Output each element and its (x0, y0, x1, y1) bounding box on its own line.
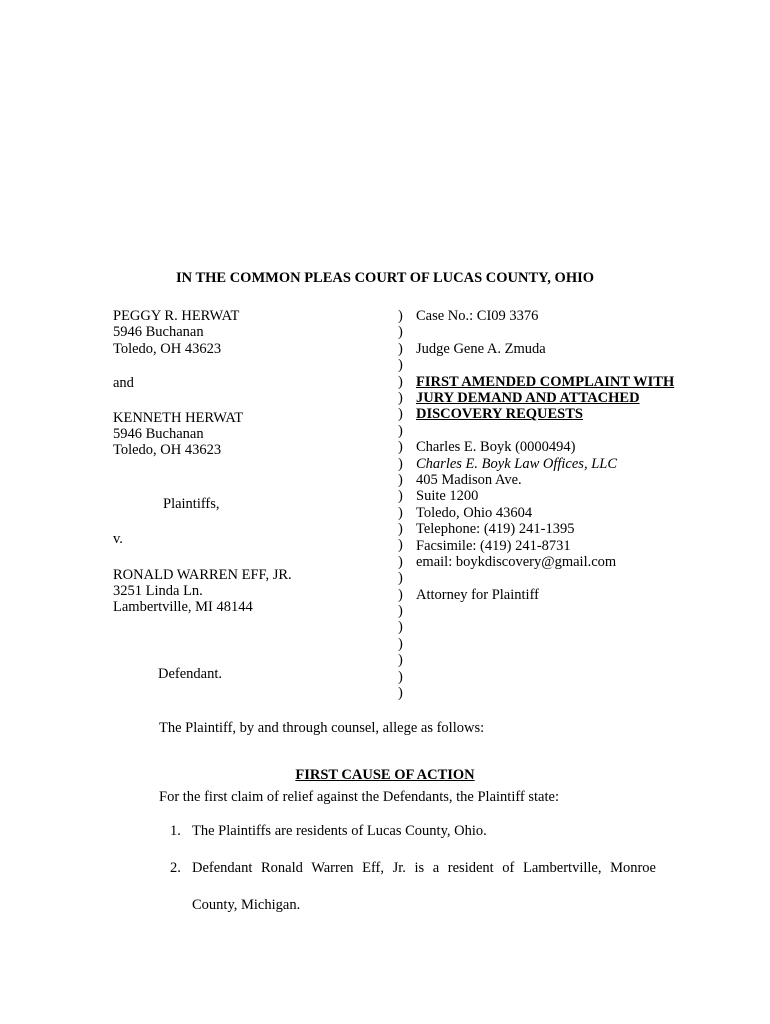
caption-paren: ) (398, 308, 403, 324)
attorney-telephone: Telephone: (419) 241-1395 (416, 521, 575, 538)
defendant-street: 3251 Linda Ln. (113, 583, 203, 600)
caption-paren: ) (398, 553, 403, 570)
caption-paren: ) (398, 406, 403, 423)
attorney-email: email: boykdiscovery@gmail.com (416, 554, 617, 571)
attorney-suite: Suite 1200 (416, 488, 479, 505)
caption-divider (398, 308, 410, 701)
plaintiff1-street: 5946 Buchanan (113, 324, 204, 341)
list-item-number: 1. (170, 823, 181, 839)
case-info (416, 308, 716, 603)
caption-paren: ) (398, 537, 403, 554)
defendant-label: Defendant. (158, 665, 223, 682)
list-item (170, 860, 660, 876)
complaint-title-line2: JURY DEMAND AND ATTACHED (416, 390, 640, 406)
caption-paren: ) (398, 570, 403, 587)
caption-paren: ) (398, 488, 403, 505)
attorney-name: Charles E. Boyk (0000494) (416, 439, 576, 456)
attorney-city: Toledo, Ohio 43604 (416, 504, 533, 521)
complaint-title-line3: DISCOVERY REQUESTS (416, 406, 583, 423)
caption-paren: ) (398, 471, 403, 488)
caption-paren: ) (398, 504, 403, 521)
plaintiff1-name: PEGGY R. HERWAT (113, 308, 240, 324)
caption-paren: ) (398, 389, 403, 406)
list-item-continuation: County, Michigan. (192, 897, 301, 913)
section-heading: FIRST CAUSE OF ACTION (295, 767, 475, 783)
caption-paren: ) (398, 668, 403, 685)
plaintiff2-name: KENNETH HERWAT (113, 409, 244, 426)
defendant-city: Lambertville, MI 48144 (113, 599, 253, 616)
plaintiff2-city: Toledo, OH 43623 (113, 442, 222, 459)
judge-name: Judge Gene A. Zmuda (416, 340, 546, 357)
caption-paren: ) (398, 357, 403, 374)
list-item-number: 2. (170, 860, 181, 876)
plaintiffs-label: Plaintiffs, (163, 495, 220, 512)
caption-parties (113, 308, 393, 682)
caption-paren: ) (398, 422, 403, 439)
caption-paren: ) (398, 373, 403, 390)
section-intro: For the first claim of relief against the Defendants, the Plaintiff state: (159, 789, 559, 805)
attorney-facsimile: Facsimile: (419) 241-8731 (416, 537, 571, 554)
court-title: IN THE COMMON PLEAS COURT OF LUCAS COUNTY, OHIO (175, 270, 595, 286)
caption-paren: ) (398, 652, 403, 669)
attorney-street: 405 Madison Ave. (416, 472, 522, 489)
caption-paren: ) (398, 586, 403, 603)
plaintiff2-street: 5946 Buchanan (113, 426, 204, 443)
complaint-intro: The Plaintiff, by and through counsel, allege as follows: (159, 720, 485, 736)
versus-label: v. (113, 531, 123, 548)
list-item-text: Defendant Ronald Warren Eff, Jr. is a resident of Lambertville, Monroe (192, 860, 656, 876)
defendant-name: RONALD WARREN EFF, JR. (113, 566, 292, 583)
case-number: Case No.: CI09 3376 (416, 308, 539, 324)
caption-paren: ) (398, 455, 403, 472)
list-item-text: The Plaintiffs are residents of Lucas County, Ohio. (192, 823, 487, 839)
and-label: and (113, 375, 134, 392)
list-item (170, 823, 487, 839)
caption-paren: ) (398, 603, 403, 620)
caption-paren: ) (398, 619, 403, 636)
complaint-title-line1: FIRST AMENDED COMPLAINT WITH (416, 373, 675, 390)
plaintiff1-city: Toledo, OH 43623 (113, 340, 222, 357)
caption-paren: ) (398, 439, 403, 456)
caption-paren: ) (398, 521, 403, 538)
caption-paren: ) (398, 340, 403, 357)
caption-paren: ) (398, 324, 403, 341)
caption-paren: ) (398, 684, 403, 701)
caption-paren: ) (398, 635, 403, 652)
attorney-firm: Charles E. Boyk Law Offices, LLC (416, 455, 617, 472)
attorney-role: Attorney for Plaintiff (416, 586, 539, 603)
